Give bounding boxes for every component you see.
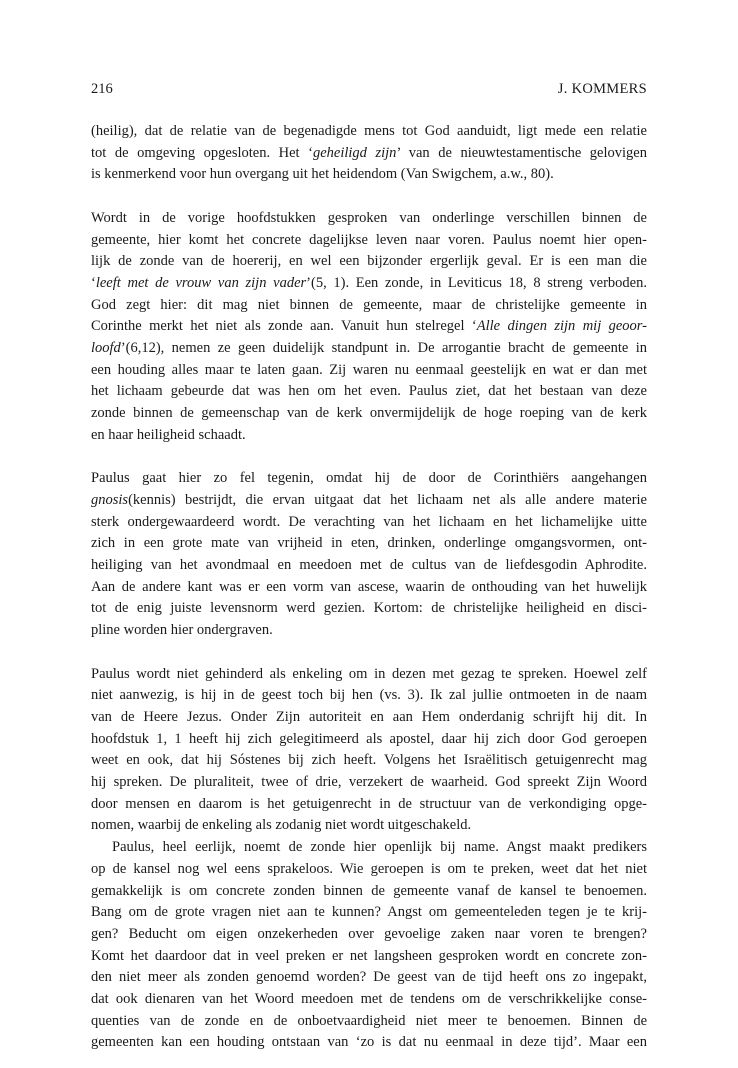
text-line: Paulus, heel eerlijk, noemt de zonde hier openlijk bij name. Angst maakt predikers xyxy=(112,839,647,856)
text-line: hoofdstuk 1, 1 heeft hij zich gelegitimeerd als apostel, daar hij zich door God geroepen xyxy=(91,730,647,747)
text-line: dat ook dienaren van het Woord meedoen met de tendens om de verschrikkelijke conse- xyxy=(91,991,647,1008)
text-line: een houding alles maar te laten gaan. Zij waren nu eenmaal geestelijk en wat er dan met xyxy=(91,361,647,378)
text-line: gnosis(kennis) bestrijdt, die ervan uitgaat dat het lichaam net als alle andere materie xyxy=(91,491,647,508)
text-line: loofd’(6,12), nemen ze geen duidelijk standpunt in. De arrogantie bracht de gemeente in xyxy=(91,340,647,357)
text-line: op de kansel nog wel eens sprakeloos. Wie geroepen is om te preken, weet dat het niet xyxy=(91,860,647,877)
text-line: nomen, waarbij de enkeling als zodanig niet wordt uitgeschakeld. xyxy=(91,817,472,834)
text-line: het lichaam gebeurde dat was hen om het even. Paulus ziet, dat het bestaan van deze xyxy=(91,383,647,400)
text-line: pline worden hier ondergraven. xyxy=(91,622,273,639)
text-line: heiliging van het avondmaal en meedoen met de cultus van de liefdesgodin Aphrodite. xyxy=(91,557,647,574)
text-line: Paulus wordt niet gehinderd als enkeling om in dezen met gezag te spreken. Hoewel zelf xyxy=(91,665,647,682)
text-line: zonde binnen de gemeenschap van de kerk onvermijdelijk de hoge roeping van de kerk xyxy=(91,405,647,422)
paragraph-1 xyxy=(91,121,647,186)
text-line: den niet meer als zonden genoemd worden? De geest van de tijd heeft ons zo ingepakt, xyxy=(91,969,647,986)
text-line: hij spreken. De pluraliteit, twee of drie, verzekert de waarheid. God spreekt Zijn Woord xyxy=(91,774,647,791)
text-line: lijk de zonde van de hoererij, en wel een bijzonder ergerlijk geval. Er is een man die xyxy=(91,253,647,270)
text-line: quenties van de zonde en de onboetvaardigheid niet meer te benoemen. Binnen de xyxy=(91,1012,647,1029)
text-line: is kenmerkend voor hun overgang uit het heidendom (Van Swigchem, a.w., 80). xyxy=(91,166,554,183)
text-line: (heilig), dat de relatie van de begenadigde mens tot God aanduidt, ligt mede een relatie xyxy=(91,123,647,139)
text-line: niet aanwezig, is hij in de geest toch bij hen (vs. 3). Ik zal jullie ontmoeten in de naam xyxy=(91,687,647,704)
text-line: tot de enig juiste levensnorm werd gezien. Kortom: de christelijke heiligheid en disci- xyxy=(91,600,647,617)
page-number: 216 xyxy=(91,81,113,97)
text-line: Komt het daardoor dat in veel preken er net langsheen gesproken wordt en concrete zon- xyxy=(91,947,647,964)
text-line: zich in een grote mate van vrijheid in eten, drinken, onderlinge omgangsvormen, ont- xyxy=(91,535,647,552)
text-line: gemakkelijk is om concrete zonden binnen de gemeente vanaf de kansel te benoemen. xyxy=(91,882,647,899)
text-line: gemeente, hier komt het concrete dagelijkse leven naar voren. Paulus noemt hier open- xyxy=(91,231,647,248)
text-line: sterk ondergewaardeerd wordt. De verachting van het lichaam en het lichamelijke uitte xyxy=(91,513,647,530)
text-line: God zegt hier: dit mag niet binnen de gemeente, maar de christelijke gemeente in xyxy=(91,296,647,313)
text-line: weet en ook, dat hij Sóstenes bij zich heeft. Volgens het Israëlitisch getuigenrecht mag xyxy=(91,752,647,769)
text-line: van de Heere Jezus. Onder Zijn autoriteit en aan Hem onderdanig schrijft hij dit. In xyxy=(91,708,647,725)
text-line: tot de omgeving opgesloten. Het ‘geheiligd zijn’ van de nieuwtestamentische gelovigen xyxy=(91,144,647,161)
text-line: Aan de andere kant was er een vorm van ascese, waarin de onthouding van het huwelijk xyxy=(91,578,647,595)
body-text xyxy=(91,121,647,1054)
paragraph-2 xyxy=(91,208,647,447)
text-line: en haar heiligheid schaadt. xyxy=(91,426,246,443)
text-line: Paulus gaat hier zo fel tegenin, omdat hij de door de Corinthiërs aangehangen xyxy=(91,470,647,487)
text-line: ‘leeft met de vrouw van zijn vader’(5, 1). Een zonde, in Leviticus 18, 8 streng verboden. xyxy=(91,274,647,291)
paragraph-4 xyxy=(91,664,647,838)
paragraph-5 xyxy=(91,837,647,1054)
text-line: gemeenten kan een houding ontstaan van ‘zo is dat nu eenmaal in deze tijd’. Maar een xyxy=(91,1034,647,1051)
paragraph-3 xyxy=(91,468,647,642)
running-author: J. KOMMERS xyxy=(557,81,647,97)
text-line: gen? Beducht om eigen onzekerheden over gevoelige zaken naar voren te brengen? xyxy=(91,925,647,942)
text-line: Wordt in de vorige hoofdstukken gesproken van onderlinge verschillen binnen de xyxy=(91,209,647,226)
text-line: Corinthe merkt het niet als zonde aan. Vanuit hun stelregel ‘Alle dingen zijn mij geoor- xyxy=(91,318,647,335)
text-line: door mensen en daarom is het getuigenrecht in de structuur van de verkondiging opge- xyxy=(91,795,647,812)
text-line: Bang om de grote vragen niet aan te kunnen? Angst om gemeenteleden tegen je te krij- xyxy=(91,904,647,921)
